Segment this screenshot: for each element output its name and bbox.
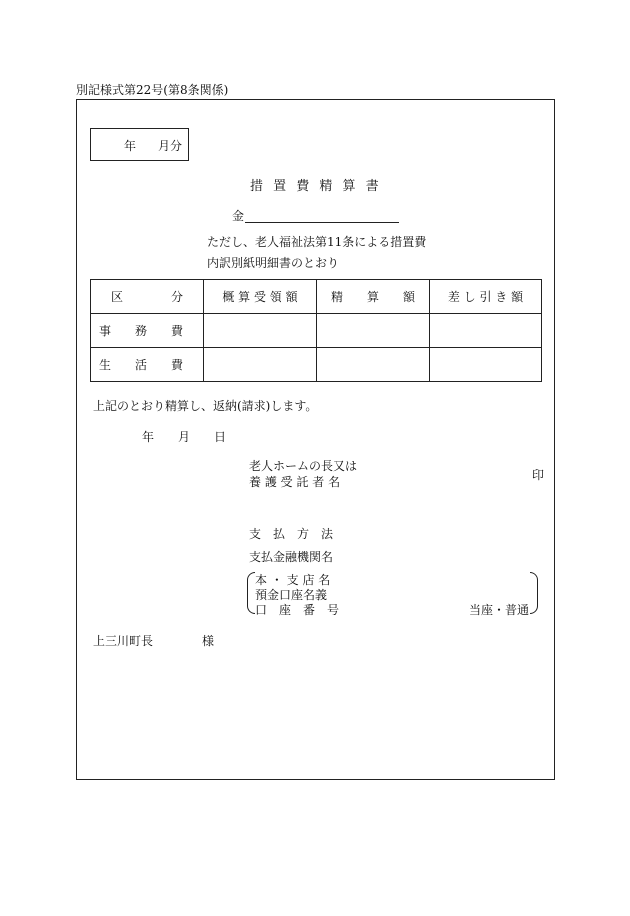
payment-institution: 支払金融機関名 <box>249 550 334 564</box>
date-day: 日 <box>214 430 227 444</box>
branch-name: 本 ・ 支 店 名 <box>255 573 331 587</box>
bracket-left <box>247 572 255 614</box>
form-reference: 別記様式第22号(第8条関係) <box>76 83 229 97</box>
table-row <box>91 348 542 382</box>
seal-mark: 印 <box>532 468 545 482</box>
bracket-right <box>530 572 538 614</box>
header-estimated-amount: 概 算 受 領 額 <box>204 280 317 314</box>
period-month: 月分 <box>158 139 183 153</box>
addressee-name: 上三川町長 <box>93 634 154 648</box>
signer-line-1: 老人ホームの長又は <box>249 459 358 473</box>
table-cell <box>317 348 430 382</box>
table-cell <box>430 348 542 382</box>
form-title: 措 置 費 精 算 書 <box>250 179 382 194</box>
table-cell <box>317 314 430 348</box>
table-header-row <box>91 280 542 314</box>
addressee-honorific: 様 <box>202 634 215 648</box>
statement: 上記のとおり精算し、返納(請求)します。 <box>93 399 318 413</box>
table-cell <box>204 314 317 348</box>
signer-line-2: 養 護 受 託 者 名 <box>249 475 341 489</box>
header-settled-amount: 精 算 額 <box>317 280 430 314</box>
header-difference-amount: 差 し 引 き 額 <box>430 280 542 314</box>
table-cell <box>204 348 317 382</box>
period-year: 年 <box>124 139 137 153</box>
row-label-office-expenses: 事 務 費 <box>91 314 204 348</box>
settlement-table <box>90 279 542 382</box>
header-category: 区 分 <box>91 280 204 314</box>
date-month: 月 <box>178 430 191 444</box>
amount-prefix: 金 <box>232 209 245 223</box>
table-cell <box>430 314 542 348</box>
amount-line <box>245 222 399 223</box>
account-type: 当座・普通 <box>469 603 530 617</box>
row-label-living-expenses: 生 活 費 <box>91 348 204 382</box>
table-row <box>91 314 542 348</box>
account-number: 口 座 番 号 <box>255 603 340 617</box>
note-line-2: 内訳別紙明細書のとおり <box>207 256 340 270</box>
date-year: 年 <box>142 430 155 444</box>
payment-method: 支 払 方 法 <box>249 527 334 541</box>
note-line-1: ただし、老人福祉法第11条による措置費 <box>207 235 427 249</box>
account-holder: 預金口座名義 <box>255 588 328 602</box>
